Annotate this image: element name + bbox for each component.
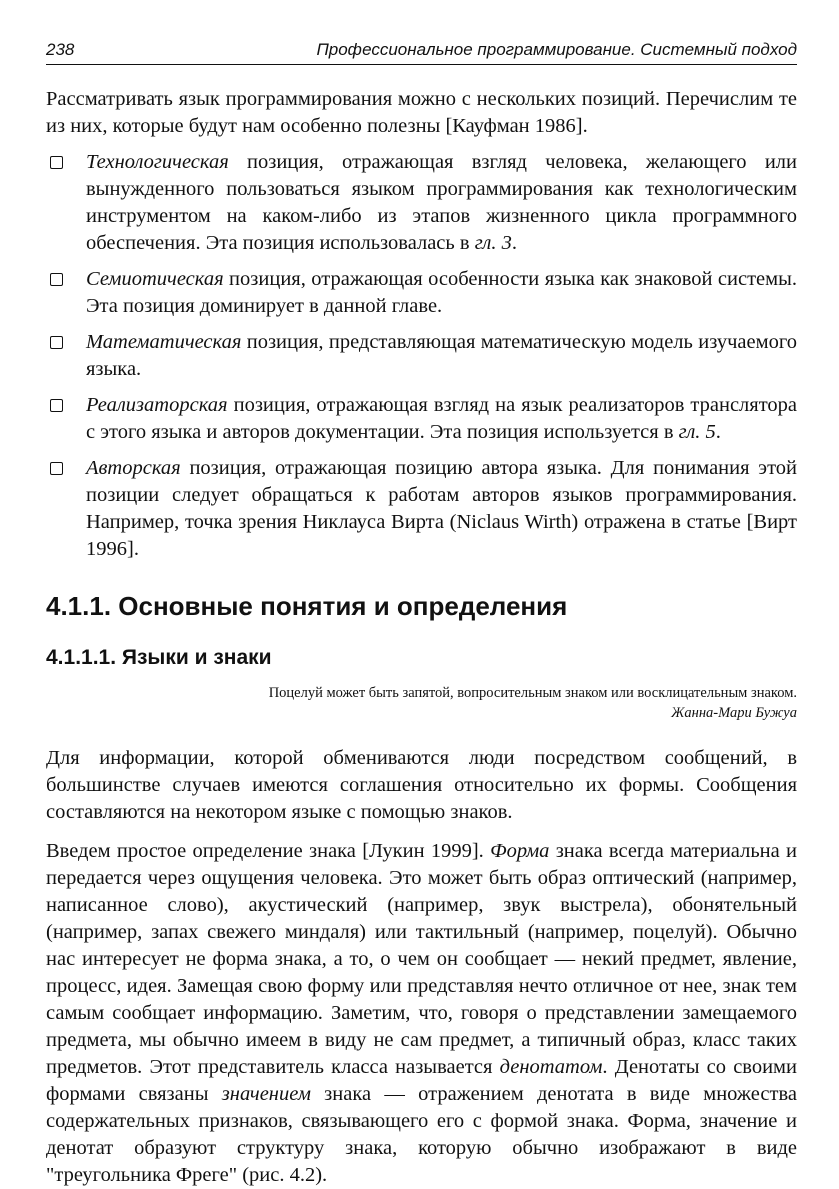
list-item-term: Авторская xyxy=(86,457,181,479)
list-item xyxy=(46,149,797,257)
list-item xyxy=(46,455,797,563)
epigraph xyxy=(46,683,797,723)
section-heading: 4.1.1. Основные понятия и определения xyxy=(46,591,568,621)
list-item xyxy=(46,329,797,383)
epigraph-author: Жанна-Мари Бужуа xyxy=(671,705,797,721)
paragraph: Для информации, которой обмениваются люди посредством сообщений, в большинстве случаев имеются соглашения относительно их формы. Сообщения составляются на некотором языке с помощью знаков. xyxy=(46,747,797,823)
term-denotat: денотатом xyxy=(499,1056,603,1078)
paragraph-text: знака всегда материальна и передается через ощущения человека. Это может быть образ оптический (например, написанное слово), акустический (например, звук выстрела), обонятельный (например, запах свежего миндаля) или тактильный (например, поцелуй). Обычно нас интересует не форма знака, а то, о чем он сообщает — некий предмет, явление, процесс, идея. Замещая свою форму или представляя нечто отличное от нее, знак тем самым сообщает информацию. Заметим, что, говоря о представлении замещаемого предмета, мы обычно имеем в виду не сам предмет, а типичный образ, класс таких предметов. Этот представитель класса называется xyxy=(46,840,797,1078)
list-item-term: Реализаторская xyxy=(86,394,228,416)
term-meaning: значением xyxy=(221,1083,311,1105)
paragraph-text: . Денотаты со своими формами связаны xyxy=(46,1056,798,1105)
checkbox-bullet-icon xyxy=(50,336,63,349)
term-form: Форма xyxy=(490,840,550,862)
paragraph-text: знака — отражением денотата в виде множества содержательных признаков, связывающего его с формой знака. Форма, значение и денотат образуют структуру знака, которую обычно изображают в виде "треугольника Фреге" (рис. 4.2). xyxy=(46,1083,797,1186)
list-item-tail: . xyxy=(511,232,517,254)
running-header xyxy=(46,36,797,65)
list-item-tail: . xyxy=(715,421,721,443)
list-item xyxy=(46,266,797,320)
checkbox-bullet-icon xyxy=(50,156,63,169)
running-title: Профессиональное программирование. Системный подход xyxy=(316,40,797,59)
checkbox-bullet-icon xyxy=(50,399,63,412)
list-item-term: Математическая xyxy=(86,331,242,353)
paragraph xyxy=(46,838,797,1189)
list-item-text: позиция, отражающая взгляд человека, желающего или вынужденного пользоваться языком программирования как технологическим инструментом на каком-либо из этапов жизненного цикла программного обеспечения. Эта позиция использовалась в xyxy=(86,151,797,254)
checkbox-bullet-icon xyxy=(50,462,63,475)
chapter-ref: гл. 5 xyxy=(678,421,716,443)
list-item-text: позиция, отражающая взгляд на язык реализаторов транслятора с этого языка и авторов документации. Эта позиция используется в xyxy=(86,394,797,443)
positions-list xyxy=(46,149,797,563)
list-item-term: Семиотическая xyxy=(86,268,224,290)
checkbox-bullet-icon xyxy=(50,273,63,286)
chapter-ref: гл. 3 xyxy=(474,232,512,254)
list-item-term: Технологическая xyxy=(86,151,229,173)
list-item-text: позиция, представляющая математическую модель изучаемого языка. xyxy=(86,331,797,380)
page-body xyxy=(46,86,797,1189)
epigraph-quote: Поцелуй может быть запятой, вопросительным знаком или восклицательным знаком. xyxy=(268,685,797,701)
paragraph-text: Введем простое определение знака [Лукин 1999]. xyxy=(46,840,491,862)
list-item-text: позиция, отражающая позицию автора языка. Для понимания этой позиции следует обращаться к работам авторов языков программирования. Например, точка зрения Никлауса Вирта (Niclaus Wirth) отражена в статье [Вирт 1996]. xyxy=(86,457,797,560)
intro-paragraph: Рассматривать язык программирования можно с нескольких позиций. Перечислим те из них, которые будут нам особенно полезны [Кауфман 1986]. xyxy=(46,88,797,137)
list-item xyxy=(46,392,797,446)
list-item-text: позиция, отражающая особенности языка как знаковой системы. Эта позиция доминирует в данной главе. xyxy=(86,268,797,317)
page-number: 238 xyxy=(46,40,75,59)
subsection-heading: 4.1.1.1. Языки и знаки xyxy=(46,646,272,669)
